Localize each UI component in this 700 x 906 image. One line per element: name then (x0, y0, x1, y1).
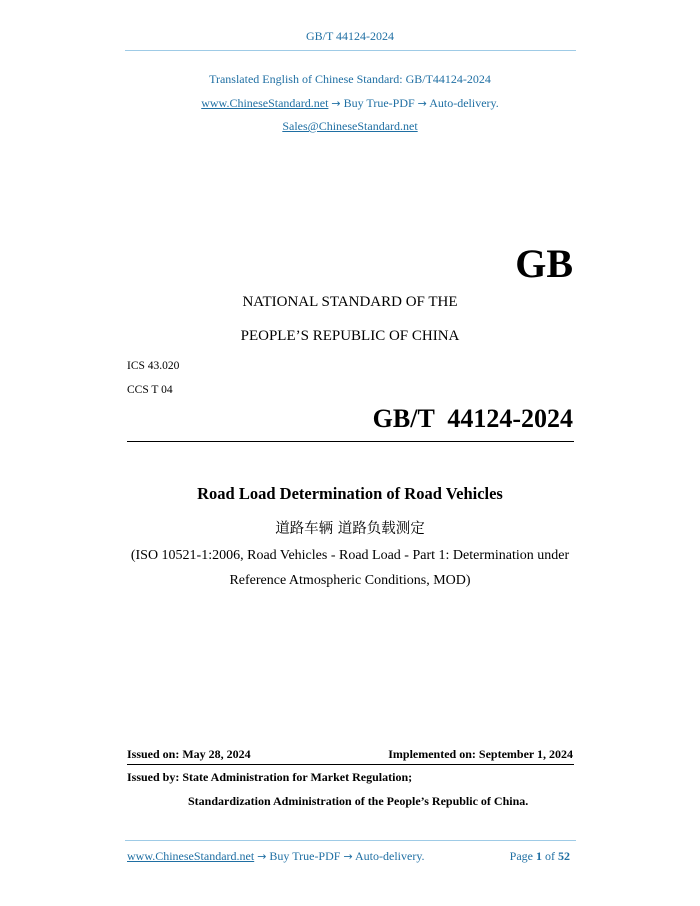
buy-true-pdf-text: Buy True-PDF (343, 96, 415, 110)
footer-divider (125, 840, 576, 841)
total-page-count: 52 (558, 849, 570, 863)
current-page-number: 1 (536, 849, 542, 863)
footer-auto-delivery-text: Auto-delivery. (355, 849, 425, 863)
page-indicator (510, 849, 570, 864)
sales-email-link[interactable]: Sales@ChineseStandard.net (282, 119, 418, 133)
translation-notice: Translated English of Chinese Standard: GB/T44124-2024 (209, 72, 491, 86)
national-standard-line-2: PEOPLE’S REPUBLIC OF CHINA (240, 328, 460, 344)
footer-purchase-line (127, 849, 425, 864)
purchase-line (0, 96, 700, 111)
national-standard-line-1: NATIONAL STANDARD OF THE (242, 294, 458, 310)
original-standard-line-1: (ISO 10521-1:2006, Road Vehicles - Road Load - Part 1: Determination under (130, 548, 570, 563)
ccs-code: CCS T 04 (127, 384, 173, 396)
standard-number-rule (127, 441, 574, 442)
auto-delivery-text: Auto-delivery. (429, 96, 499, 110)
arrow-right-icon: → (331, 97, 341, 110)
arrow-right-icon: → (257, 850, 267, 863)
arrow-right-icon: → (417, 97, 427, 110)
footer-buy-true-pdf-text: Buy True-PDF (269, 849, 341, 863)
page-label: Page (509, 849, 533, 863)
header-divider (125, 50, 576, 51)
website-link[interactable]: www.ChineseStandard.net (201, 96, 329, 110)
email-line (0, 119, 700, 134)
standard-number: GB/T 44124-2024 (372, 404, 573, 433)
issued-by: Issued by: State Administration for Market Regulation; (127, 770, 413, 784)
issued-by-continued: Standardization Administration of the People’s Republic of China. (188, 794, 529, 808)
gb-logo: GB (515, 241, 573, 286)
ics-code: ICS 43.020 (127, 360, 180, 372)
title-chinese: 道路车辆 道路负载测定 (275, 521, 425, 537)
issued-on-date: Issued on: May 28, 2024 (127, 747, 251, 761)
issue-date-rule (127, 764, 574, 765)
header-title: GB/T 44124-2024 (305, 29, 395, 43)
footer-website-link[interactable]: www.ChineseStandard.net (127, 849, 255, 863)
of-label: of (545, 849, 555, 863)
original-standard-line-2: Reference Atmospheric Conditions, MOD) (229, 573, 471, 588)
arrow-right-icon: → (343, 850, 353, 863)
implemented-on-date: Implemented on: September 1, 2024 (388, 747, 573, 761)
title-english: Road Load Determination of Road Vehicles (197, 484, 503, 503)
